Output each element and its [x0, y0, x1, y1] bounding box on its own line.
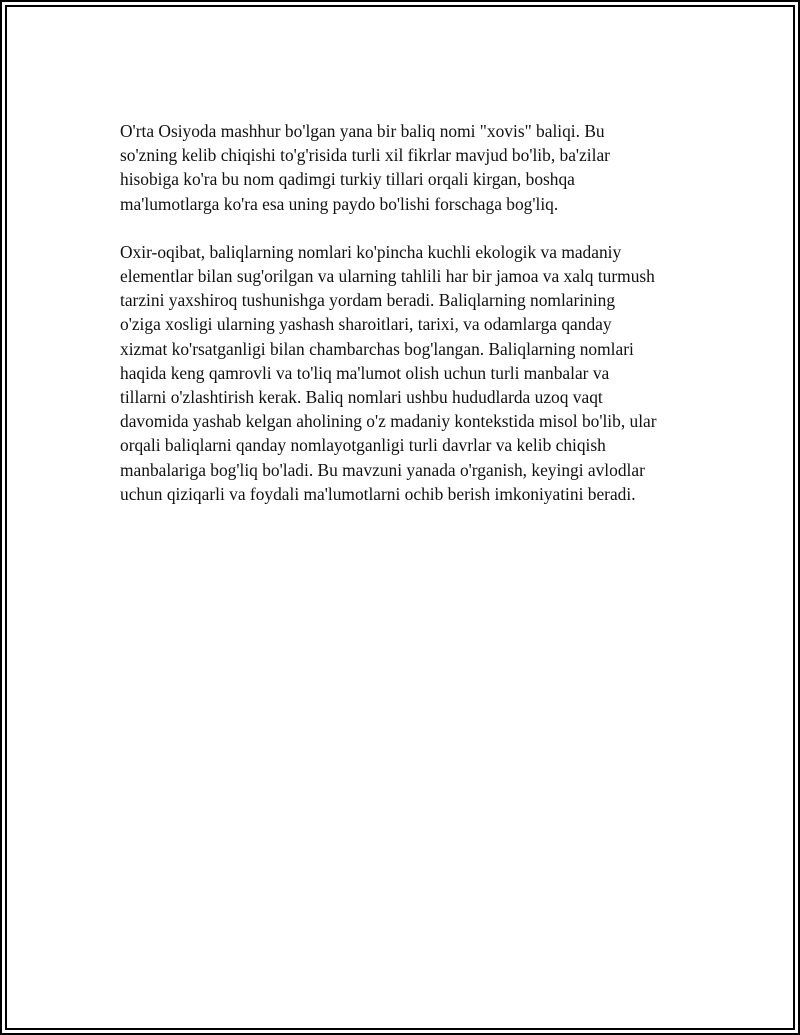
text-line: so'zning kelib chiqishi to'g'risida turli xil fikrlar mavjud bo'lib, ba'zilar [120, 145, 610, 166]
text-line: haqida keng qamrovli va to'liq ma'lumot olish uchun turli manbalar va [120, 362, 610, 383]
paragraph-1 [120, 119, 700, 216]
text-line: O'rta Osiyoda mashhur bo'lgan yana bir baliq nomi "xovis" baliqi. Bu [120, 121, 605, 141]
paragraph-2 [120, 240, 700, 506]
text-line: davomida yashab kelgan aholining o'z madaniy kontekstida misol bo'lib, ular [120, 411, 657, 432]
text-line: ma'lumotlarga ko'ra esa uning paydo bo'lishi forschaga bog'liq. [120, 193, 559, 214]
text-line: orqali baliqlarni qanday nomlayotganligi turli davrlar va kelib chiqish [120, 435, 606, 456]
text-line: o'ziga xosligi ularning yashash sharoitlari, tarixi, va odamlarga qanday [120, 314, 612, 335]
text-line: tillarni o'zlashtirish kerak. Baliq nomlari ushbu hududlarda uzoq vaqt [120, 387, 603, 408]
text-line: tarzini yaxshiroq tushunishga yordam beradi. Baliqlarning nomlarining [120, 290, 616, 311]
text-line: Oxir-oqibat, baliqlarning nomlari ko'pincha kuchli ekologik va madaniy [120, 241, 622, 262]
text-line: uchun qiziqarli va foydali ma'lumotlarni ochib berish imkoniyatini beradi. [120, 483, 636, 504]
text-line: manbalariga bog'liq bo'ladi. Bu mavzuni yanada o'rganish, keyingi avlodlar [120, 459, 645, 480]
document-body [120, 119, 700, 530]
text-line: hisobiga ko'ra bu nom qadimgi turkiy tillari orqali kirgan, boshqa [120, 169, 575, 190]
text-line: elementlar bilan sug'orilgan va ularning tahlili har bir jamoa va xalq turmush [120, 266, 655, 287]
text-line: xizmat ko'rsatganligi bilan chambarchas bog'langan. Baliqlarning nomlari [120, 338, 634, 359]
